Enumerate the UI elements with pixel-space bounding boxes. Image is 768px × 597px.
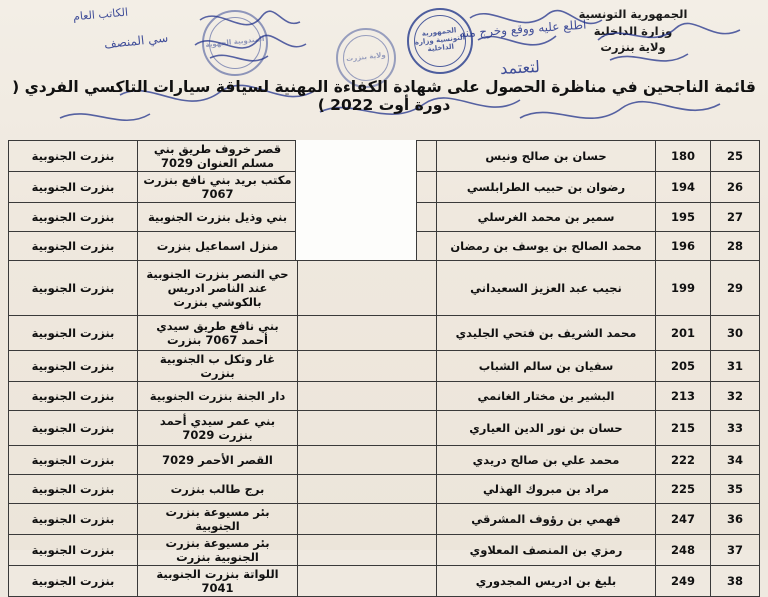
blank-overlay-region: [295, 140, 417, 260]
table-row: [9, 504, 760, 535]
cell-code: 247: [656, 504, 711, 535]
header-line-ministry: وزارة الداخلية: [593, 23, 673, 38]
cell-code: 249: [656, 566, 711, 597]
cell-blank: [298, 411, 437, 446]
cell-num: 30: [711, 316, 760, 351]
cell-governorate: بنزرت الجنوبية: [9, 351, 138, 382]
cell-code: 213: [656, 382, 711, 411]
annotation-adopt: لتعتمد: [499, 56, 541, 79]
annotation-official-name: سي المنصف: [103, 30, 169, 52]
cell-code: 222: [656, 446, 711, 475]
stamp-ministry-interior: [407, 8, 473, 74]
cell-governorate: بنزرت الجنوبية: [9, 446, 138, 475]
cell-address: اللواتة بنزرت الجنوبية 7041: [138, 566, 298, 597]
cell-name: محمد الصالح بن يوسف بن رمضان: [437, 232, 656, 261]
cell-address: دار الجنة بنزرت الجنوبية: [138, 382, 298, 411]
cell-blank: [298, 504, 437, 535]
document-header: [0, 0, 768, 140]
cell-address: مكتب بريد بني نافع بنزرت 7067: [138, 172, 298, 203]
cell-name: رضوان بن حبيب الطرابلسي: [437, 172, 656, 203]
cell-num: 38: [711, 566, 760, 597]
cell-governorate: بنزرت الجنوبية: [9, 382, 138, 411]
cell-governorate: بنزرت الجنوبية: [9, 566, 138, 597]
page-title: قائمة الناجحين في مناظرة الحصول على شهادة الكفاءة المهنية لسياقة سيارات التاكسي الفردي ( دورة أوت 2022 ): [12, 78, 756, 114]
cell-code: 196: [656, 232, 711, 261]
cell-address: منزل اسماعيل بنزرت: [138, 232, 298, 261]
cell-governorate: بنزرت الجنوبية: [9, 535, 138, 566]
cell-name: سفيان بن سالم الشباب: [437, 351, 656, 382]
cell-address: بئر مسيوعة بنزرت الجنوبية: [138, 504, 298, 535]
cell-num: 33: [711, 411, 760, 446]
table-row: [9, 316, 760, 351]
cell-name: فهمي بن رؤوف المشرقي: [437, 504, 656, 535]
cell-governorate: بنزرت الجنوبية: [9, 141, 138, 172]
cell-name: محمد الشريف بن فتحي الجليدي: [437, 316, 656, 351]
cell-governorate: بنزرت الجنوبية: [9, 203, 138, 232]
cell-governorate: بنزرت الجنوبية: [9, 504, 138, 535]
cell-governorate: بنزرت الجنوبية: [9, 261, 138, 316]
cell-address: غار وتكل ب الجنوبية بنزرت: [138, 351, 298, 382]
table-row: [9, 446, 760, 475]
cell-code: 215: [656, 411, 711, 446]
cell-num: 32: [711, 382, 760, 411]
cell-address: حي النصر بنزرت الجنوبية عند الناصر ادريس بالكوشي بنزرت: [138, 261, 298, 316]
cell-blank: [298, 316, 437, 351]
stamp-ministry-interior-text: الجمهورية التونسية وزارة الداخلية: [414, 26, 466, 54]
stamp-governorate-bizerte-text: ولاية بنزرت: [345, 51, 387, 64]
annotation-approval: اطلع عليه ووقع وخرج منه: [458, 17, 587, 41]
cell-address: قصر خروف طريق بني مسلم العنوان 7029: [138, 141, 298, 172]
table-row: [9, 475, 760, 504]
table-row: [9, 382, 760, 411]
cell-blank: [298, 351, 437, 382]
cell-num: 35: [711, 475, 760, 504]
cell-blank: [298, 446, 437, 475]
cell-num: 34: [711, 446, 760, 475]
cell-name: مراد بن مبروك الهذلي: [437, 475, 656, 504]
cell-num: 27: [711, 203, 760, 232]
cell-name: نجيب عبد العزيز السعيداني: [437, 261, 656, 316]
cell-code: 194: [656, 172, 711, 203]
table-row: [9, 261, 760, 316]
cell-blank: [298, 535, 437, 566]
cell-governorate: بنزرت الجنوبية: [9, 475, 138, 504]
cell-address: القصر الأحمر 7029: [138, 446, 298, 475]
cell-governorate: بنزرت الجنوبية: [9, 232, 138, 261]
cell-blank: [298, 382, 437, 411]
table-row: [9, 351, 760, 382]
cell-name: البشير بن مختار الغانمي: [437, 382, 656, 411]
table-row: [9, 411, 760, 446]
cell-blank: [298, 261, 437, 316]
cell-name: بليغ بن ادريس المجدوري: [437, 566, 656, 597]
cell-name: محمد علي بن صالح دريدي: [437, 446, 656, 475]
cell-num: 29: [711, 261, 760, 316]
cell-num: 28: [711, 232, 760, 261]
table-row: [9, 535, 760, 566]
cell-address: برج طالب بنزرت: [138, 475, 298, 504]
cell-name: حسان بن صالح ونيس: [437, 141, 656, 172]
cell-governorate: بنزرت الجنوبية: [9, 411, 138, 446]
cell-name: حسان بن نور الدين العياري: [437, 411, 656, 446]
cell-blank: [298, 566, 437, 597]
cell-num: 26: [711, 172, 760, 203]
cell-name: سمير بن محمد الغرسلي: [437, 203, 656, 232]
cell-governorate: بنزرت الجنوبية: [9, 316, 138, 351]
cell-blank: [298, 475, 437, 504]
table-row: [9, 566, 760, 597]
header-line-governorate: ولاية بنزرت: [600, 40, 666, 55]
cell-code: 248: [656, 535, 711, 566]
cell-code: 205: [656, 351, 711, 382]
header-line-republic: الجمهورية التونسية: [578, 7, 688, 21]
cell-code: 180: [656, 141, 711, 172]
cell-num: 37: [711, 535, 760, 566]
cell-code: 201: [656, 316, 711, 351]
cell-code: 195: [656, 203, 711, 232]
cell-num: 31: [711, 351, 760, 382]
cell-code: 225: [656, 475, 711, 504]
annotation-secretary-general: الكاتب العام: [72, 5, 129, 24]
cell-name: رمزي بن المنصف المعلاوي: [437, 535, 656, 566]
stamp-delegation-text: المندوبية الجهوية: [205, 35, 265, 50]
cell-num: 25: [711, 141, 760, 172]
stamp-delegation: [202, 10, 268, 76]
cell-address: بني نافع طريق سيدي أحمد 7067 بنزرت: [138, 316, 298, 351]
cell-address: بني عمر سيدي أحمد بنزرت 7029: [138, 411, 298, 446]
cell-governorate: بنزرت الجنوبية: [9, 172, 138, 203]
cell-address: بني وذيل بنزرت الجنوبية: [138, 203, 298, 232]
cell-num: 36: [711, 504, 760, 535]
cell-code: 199: [656, 261, 711, 316]
cell-address: بئر مسيوعة بنزرت الجنوبية بنزرت: [138, 535, 298, 566]
